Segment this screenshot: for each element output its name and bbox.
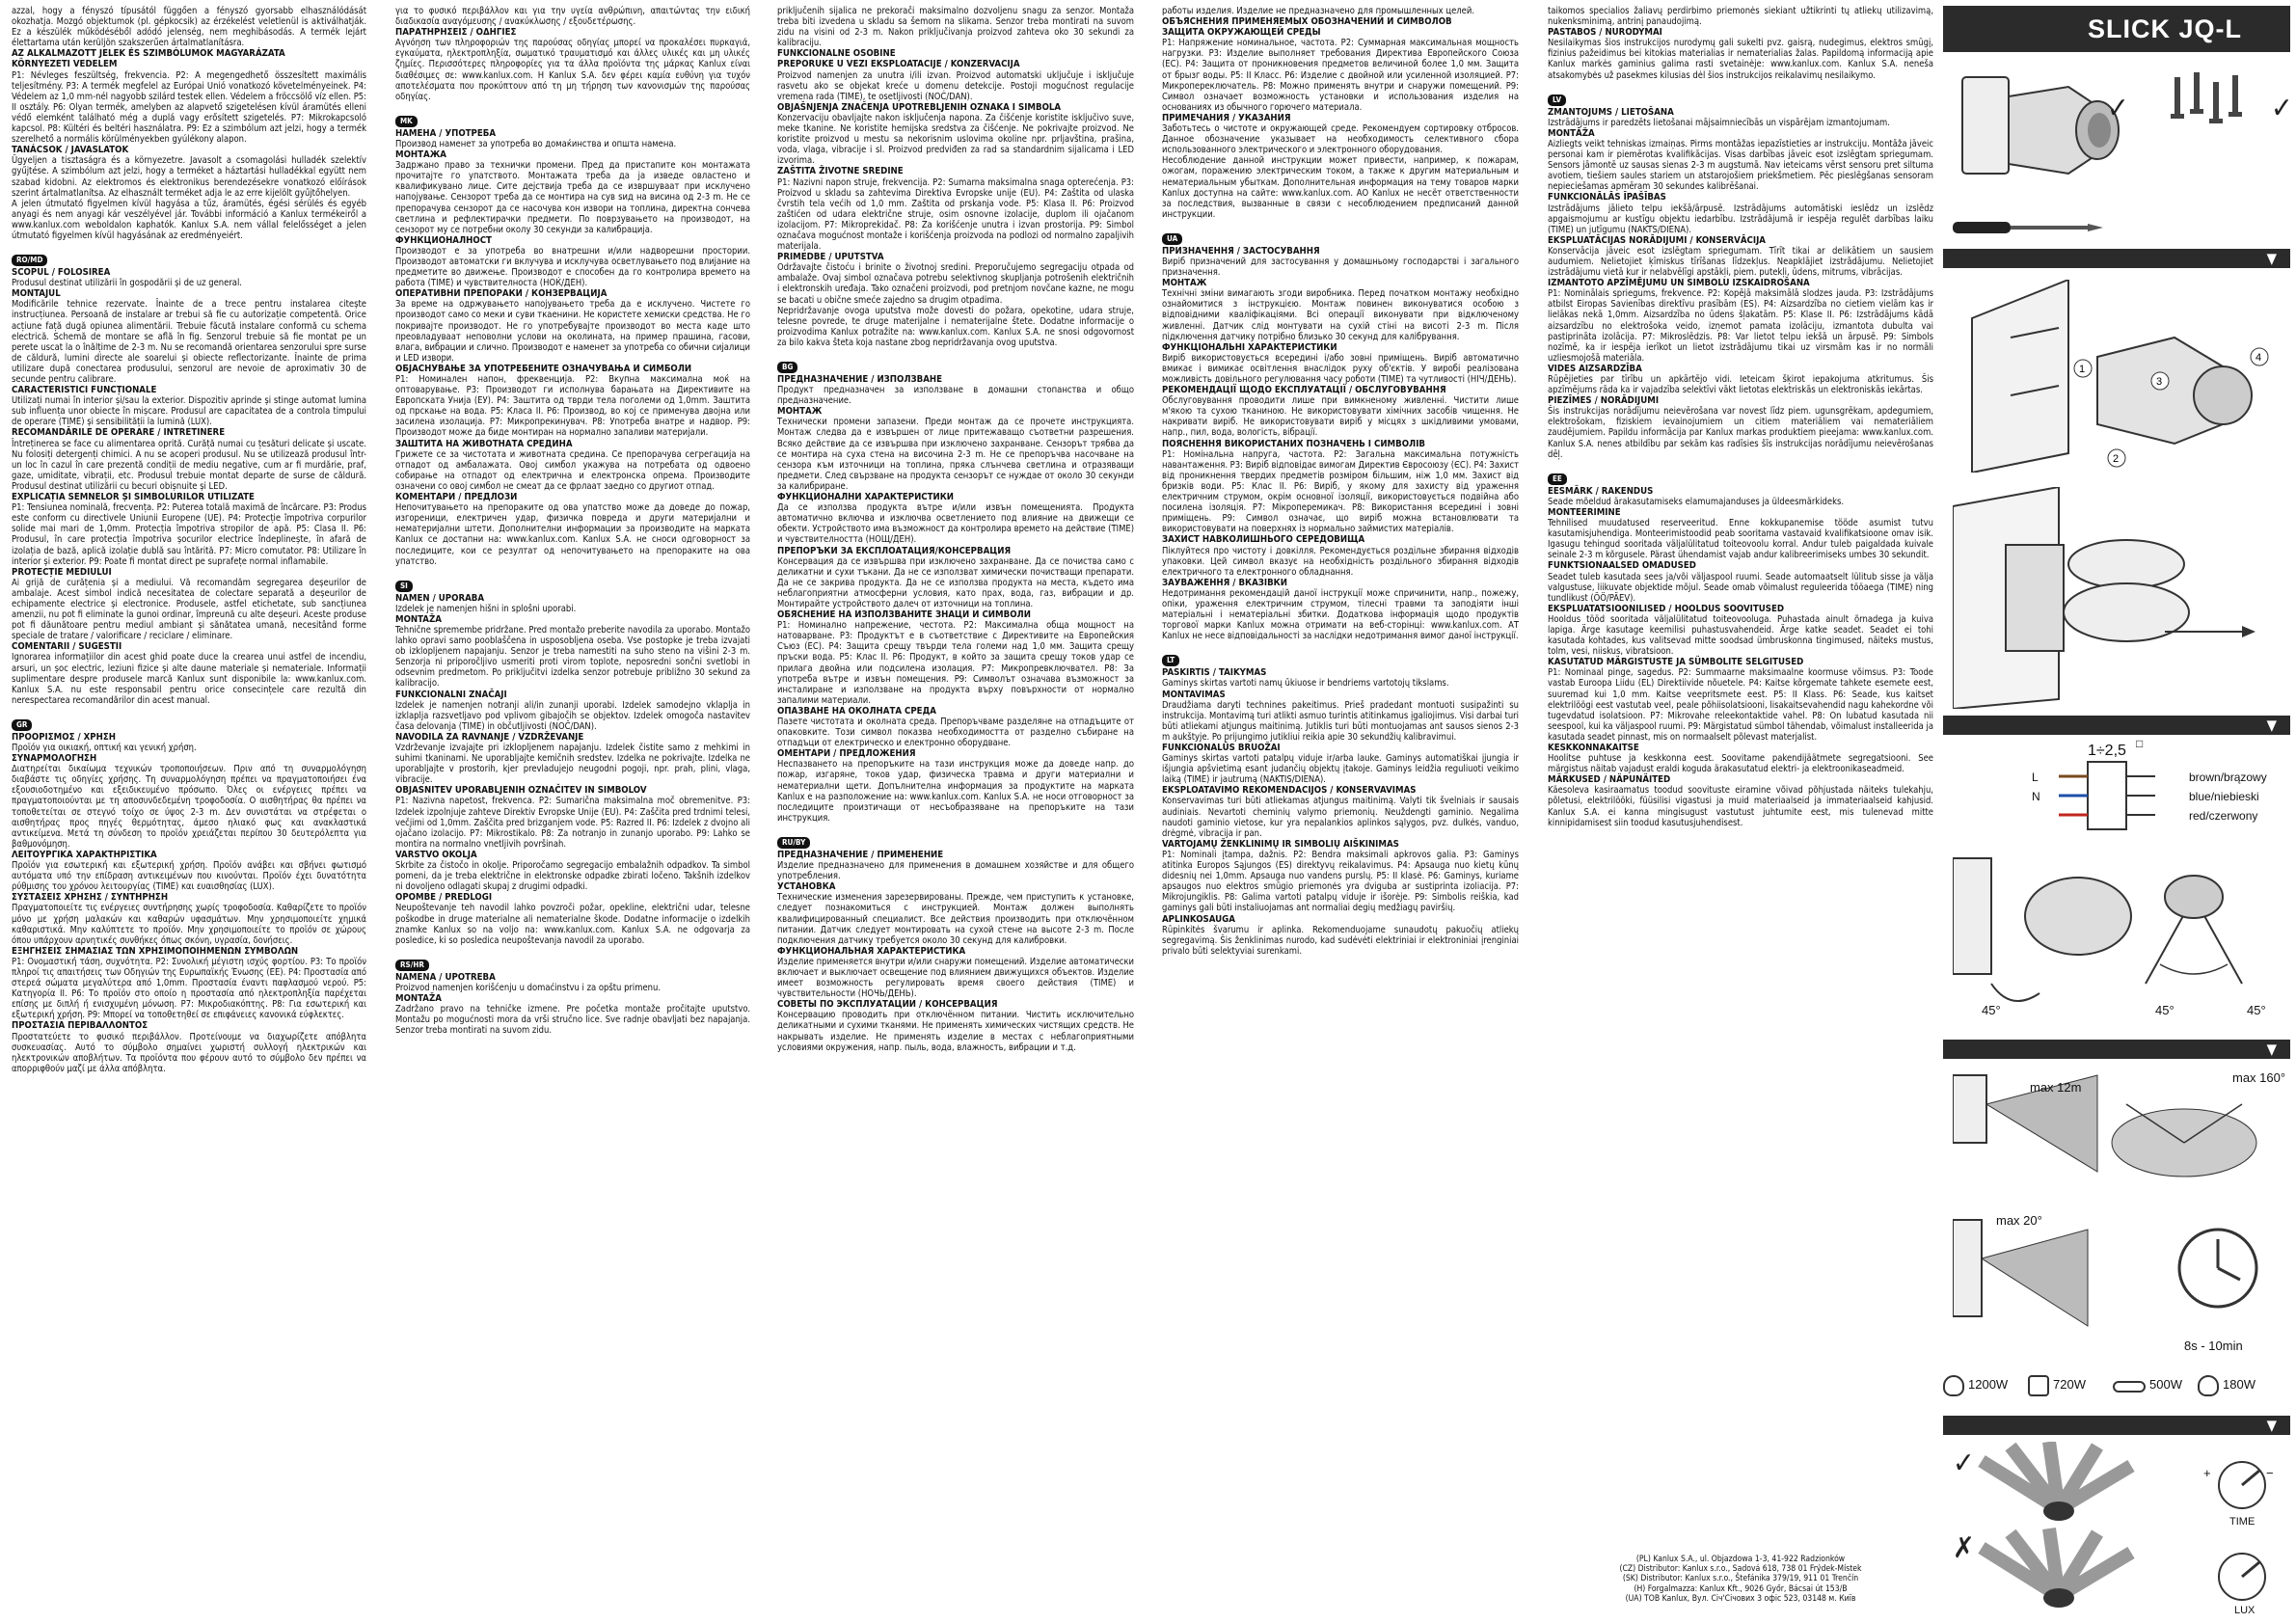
paragraph: Недотримання рекомендацій даної інструкції може спричинити, напр., пожежу, опіки, ураження електричним струмом, тілесні травми та заподіяти інші матеріальні і нематеріальні збитки. Додаткова інформація щодо продуктів торгової марки Kanlux можна отримати на веб-сторінці: www.kanlux.com. АТ Kanlux не несе відповідальності за наслідки недотримання вимог даної інструкції. bbox=[1162, 587, 1519, 642]
svg-text:1: 1 bbox=[2079, 364, 2086, 375]
product-title: SLICK JQ-L bbox=[2088, 14, 2243, 43]
language-tag: RS/HR bbox=[395, 960, 429, 971]
paragraph: Ügyeljen a tisztaságra és a környezetre. Javasolt a csomagolási hulladék szelektív gyűjtése. A szimbólum azt jelzi, hogy a terméket a háztartási hulladékkal együtt nem szabad kidobni. Az elektromos és elektronikus berendezésekre vonatkozó előírások szerint ártalmatlanítsa. Az elhasznált terméket adja le az erre kijelölt gyűjtőhelyen. bbox=[12, 155, 366, 199]
paragraph: Непочитувањето на препораките од ова упатство може да доведе до пожар, изгореници, електричен удар, физичка повреда и други материјални и нематеријални штети. Дополнителни информации за производите на марката Kanlux се достапни на: www.kanlux.com. Kanlux S.A. не сноси одговорност за последиците, кои се резултат од непочитувањето на препораките на ова упатство. bbox=[395, 502, 750, 567]
wire-gauge-label: 1÷2,5 bbox=[2088, 743, 2126, 759]
paragraph: Draudžiama daryti technines pakeitimus. Prieš pradedant montuoti susipažinti su instrukcija. Montavimą turi atlikti asmuo turintis atitinkamus įgaliojimus. Visi darbai turi būti atliekami atjungus maitinimą. Jutiklis turi būti montuojamas ant sausos sienos 2-3 m aukštyje. Po prijungimo jutikliui reikia apie 30 sekundžių kalibravimui. bbox=[1162, 699, 1519, 743]
figure-column bbox=[1943, 0, 2296, 1623]
paragraph: P1: Tensiunea nominală, frecvența. P2: Puterea totală maximă de încărcare. P3: Produs este conform cu directivele Uniunii Europene (UE). P4: Protecție împotriva corpurilor solide mai mari de 1,0mm. Protecția împotriva stropilor de apă. P5: Clasa II. P6: Produsul, în care protecția împotriva șocurilor electrice îndeplinește, în afară de izolația de bază, aplică izolație dublă sau întărită. P7: Micro comutator. P8: Utilizare în interior și exterior. P9: Poate fi montat direct pe suprafețe normal inflamabile. bbox=[12, 502, 366, 567]
distributor-footer bbox=[1548, 1555, 1933, 1604]
section-heading: ЗАХИСТ НАВКОЛИШНЬОГО СЕРЕДОВИЩА bbox=[1162, 534, 1365, 546]
section-heading: ΣΥΝΑΡΜΟΛΟΓΗΣΗ bbox=[12, 753, 97, 765]
section-heading: УСТАНОВКА bbox=[777, 881, 836, 893]
paragraph: Utilizați numai în interior și/sau la exterior. Dispozitiv aprinde și stinge automat lumina sub influența unor obiecte în mișcare. Produsul are capacitatea de a controla timpului de operare (TIME) și sensibilității la lumină (LUX). bbox=[12, 395, 366, 428]
paragraph: Несоблюдение данной инструкции может привести, например, к пожарам, ожогам, поражению электрическим током, а также к другим материальным и нематериальным убыткам. Дополнительная информация на тему товаров марки Kanlux доступна на сайте: www.kanlux.com. АО Kanlux не несёт ответственности за последствия, вызванные в связи с несоблюдением предписаний данной инструкции. bbox=[1162, 155, 1519, 220]
arrow-down-icon: ▼ bbox=[2266, 1417, 2277, 1434]
paragraph: Hooldus tööd sooritada väljalülitatud toiteovooluga. Puhastada ainult õrnadega ja kuiva lapiga. Ärge kasutage keemilisi puhastusvahendeid. Ärge katke seadet. Seadet ei tohi kasutada kohtades, kus valitsevad mitte soodsad ümbruskonna tingimused, näiteks mustus, tolm, vesi, niiskus, vibratsioon. bbox=[1548, 613, 1933, 658]
section-heading: НАМЕНА / УПОТРЕБА bbox=[395, 127, 497, 139]
max-distance-label: max 12m bbox=[2030, 1080, 2082, 1095]
lux-knob-label: LUX bbox=[2234, 1605, 2255, 1616]
text-column-4 bbox=[1162, 6, 1519, 1616]
paragraph: P1: Номинален напон, фреквенција. P2: Вкупна максимална моќ на оптоварување. P3: Производот ги исполнува барањата на Директивите на Европската Унија (ЕУ). P4: Заштита од тврди тела поголеми од 1,0mm. Заштита од прскање на вода. P5: Класа II. P6: Производ, во кој се применува двојна или засилена изолација. P7: Микропрекинувач. P8: Употреба внатре и надвор. P9: Производот може да биде монтиран на нормално запаливи материјали. bbox=[395, 374, 750, 439]
load-value: 1200W bbox=[1968, 1377, 2009, 1392]
section-heading: EKSPLUATĀCIJAS NORĀDIJUMI / KONSERVĀCIJA bbox=[1548, 234, 1766, 246]
section-heading: VARSTVO OKOLJA bbox=[395, 849, 477, 860]
section-heading: ОПАЗВАНЕ НА ОКОЛНАТА СРЕДА bbox=[777, 705, 936, 717]
svg-text:4: 4 bbox=[2255, 352, 2262, 364]
paragraph: Gaminys skirtas vartoti namų ūkiuose ir bendriems vartotojų tikslams. bbox=[1162, 678, 1449, 690]
section-heading: СОВЕТЫ ПО ЭКСПЛУАТАЦИИ / КОНСЕРВАЦИЯ bbox=[777, 999, 998, 1011]
section-heading: ΠΡΟΣΤΑΣΙΑ ΠΕΡΙΒΑΛΛΟΝΤΟΣ bbox=[12, 1020, 149, 1032]
section-heading: ФУНКЦІОНАЛЬНІ ХАРАКТЕРИСТИКИ bbox=[1162, 341, 1337, 353]
wire-letter-l: L bbox=[2032, 771, 2039, 784]
section-heading: МОНТАЖА bbox=[395, 149, 446, 161]
paragraph: Aizliegts veikt tehniskas izmaiņas. Pirms montāžas iepazīstieties ar instrukciju. Montāža jāveic personai kam ir piemērotas kvalifikācijas. Visas darbības jāveic esot izslēgtam spriegumam. Sensors jāmontē uz sausas sienas 2-3 m augstumā. Nav ieteicams vērst sensoru pret siltuma avotiem, tiešiem saules stariem un atstarojošiem priekšmetiem. Pēc pieslēgšanas sensoram nepieciešamas apmēram 30 sekundes kalibrēšanai. bbox=[1548, 138, 1933, 193]
text-section bbox=[395, 581, 750, 946]
section-heading: MONTAJUL bbox=[12, 288, 61, 300]
load-value: 500W bbox=[2149, 1377, 2182, 1392]
sensor-housing-figure bbox=[1953, 58, 2290, 198]
section-heading: CARACTERISTICI FUNCȚIONALE bbox=[12, 385, 157, 396]
paragraph: P1: Nominali įtampa, dažnis. P2: Bendra maksimali apkrovos galia. P3: Gaminys atitinka Europos Sąjungos (ES) direktyvų reikalavimus. P4: Apsauga nuo kietų kūnų didesnių nei 1,0mm. Apsauga nuo vandens purslų. P5: II klasė. P6: Gaminys, kuriame apsaugos nuo elektros smūgio priemonės yra dviguba ar sustiprinta izoliacija. P7: Mikrojungiklis. P8: Galima vartoti patalpų viduje ir išorėje. P9: Simbolis reiškia, kad gaminys gali būti instaliuojamas ant normaliai degių medžiagų paviršių. bbox=[1162, 849, 1519, 914]
paragraph: Задржано право за технички промени. Пред да пристапите кон монтажата прочитајте го упатството. Монтажата треба да ја изведе овластено и квалификувано лице. Сите дејствија треба да се извршуваат при исклучено напојување. Сензорот треба да се монтира на сув ѕид на висина од 2-3 m. Не се препорачува сензорот да се насочува кон извори на топлина, директна сончева светлина и рефлектирачки предмети. По поврзувањето на производот, на сензорот му се потребни околу 30 секунди за калибрација. bbox=[395, 160, 750, 235]
paragraph: Neupoštevanje teh navodil lahko povzroči požar, opekline, električni udar, telesne poškodbe in druge materialne ali nematerialne škode. Dodatne informacije o izdelkih znamke Kanlux so na voljo na: www.kanlux.com. Kanlux S.A. ne odgovarja za posledice, ki so posledica neupoštevanja navodil za uporabo. bbox=[395, 903, 750, 946]
text-section bbox=[1162, 655, 1519, 957]
paragraph: Консервация да се извършва при изключено захранване. Да се почиства само с деликатни и сухи тъкани. Да не се използват химически почистващи препарати. Да не се закрива продукта. Да не се използва продукта на места, където има неблагоприятни атмосферни условия, като прах, вода, газ, вибрации и др. Монтирайте устройството далеч от източници на топлина. bbox=[777, 555, 1134, 609]
text-section bbox=[777, 6, 1134, 348]
tilt-label: max 20° bbox=[1996, 1213, 2042, 1228]
language-tag: GR bbox=[12, 719, 32, 731]
section-heading: РЕКОМЕНДАЦІЇ ЩОДО ЕКСПЛУАТАЦІЇ / ОБСЛУГОВУВАННЯ bbox=[1162, 385, 1446, 396]
angle-label-2: 45° bbox=[2155, 1003, 2174, 1017]
paragraph: Технічні зміни вимагають згоди виробника. Перед початком монтажу необхідно ознайомитися з інструкцією. Монтаж повинен виконуватися особою з відповідними кваліфікаціями. Всі операції виконувати при відключеному живленні. Датчик слід монтувати на сухій стіні на висоті 2-3 m. Після підключення датчику потрібно близько 30 секунд для калібрування. bbox=[1162, 288, 1519, 342]
section-heading: ΣΥΣΤΑΣΕΙΣ ΧΡΗΣΗΣ / ΣΥΝΤΗΡΗΣΗ bbox=[12, 892, 169, 904]
language-tag: LT bbox=[1162, 655, 1179, 666]
section-divider bbox=[1943, 716, 2290, 735]
section-heading: ПРЕДНАЗНАЧЕНИЕ / ИЗПОЛЗВАНЕ bbox=[777, 374, 943, 385]
wire-label-red: red/czerwony bbox=[2189, 809, 2258, 823]
section-heading: PASKIRTIS / TAIKYMAS bbox=[1162, 667, 1267, 679]
text-section bbox=[12, 255, 366, 706]
paragraph: P1: Ονομαστική τάση, συχνότητα. P2: Συνολική μέγιστη ισχύς φορτίου. P3: Το προϊόν πληροί τις απαιτήσεις των Οδηγιών της Ευρωπαϊκής Ένωσης (ΕΕ). P4: Προστασία από στερεά σώματα μεγαλύτερα από 1,0mm. Προστασία έναντι παφλασμού νερού. P5: Κατηγορία II. P6: Το προϊόν στο οποίο η προστασία από ηλεκτροπληξία παρέχεται επίσης με διπλή ή ενισχυμένη μόνωση. P7: Μικροδιακόπτης. P8: Για εσωτερική και εξωτερική χρήση. P9: Μπορεί να τοποθετηθεί σε επιφάνειες κανονικά εύφλεκτες. bbox=[12, 956, 366, 1021]
incandescent-bulb-icon bbox=[1943, 1375, 1964, 1396]
screwdriver-figure bbox=[1953, 212, 2107, 241]
paragraph: Изделие предназначено для применения в домашнем хозяйстве и для общего употребления. bbox=[777, 860, 1134, 882]
text-section bbox=[777, 837, 1134, 1053]
section-heading: ПРЕДНАЗНАЧЕНИЕ / ПРИМЕНЕНИЕ bbox=[777, 849, 944, 860]
language-tag: EE bbox=[1548, 473, 1567, 485]
checkmark-icon: ✓ bbox=[2107, 92, 2129, 125]
section-heading: FUNKTSIONAALSED OMADUSED bbox=[1548, 560, 1696, 572]
section-heading: ОМЕНТАРИ / ПРЕДЛОЖЕНИЯ bbox=[777, 748, 916, 760]
paragraph: Produsul destinat utilizării în gospodării și de uz general. bbox=[12, 278, 242, 289]
language-tag: SI bbox=[395, 581, 413, 592]
section-heading: PREPORUKE U VEZI EKSPLOATACIJE / KONZERVACIJA bbox=[777, 59, 1020, 70]
paragraph: Izstrādājums ir paredzēts lietošanai mājsaimniecībās un vispārējam izmantojumam. bbox=[1548, 117, 1890, 128]
paragraph: P1: Nominaal pinge, sagedus. P2: Summaarne maksimaalne koormuse võimsus. P3: Toode vastab Euroopa Liidu (EL) Direktiivide nõuetele. P4: Kaitse kõrgemate tahkete esemete eest, suuremad kui 1,0 mm. Kaitse veepritsmete eest. P5: II Klass. P6: Seade, kus kaitset elektrilöögi eest vastutab veel, peale põhiisolatsiooni, lisakaitsevahendid nagu kahekordne või tugevdatud isolatsioon. P7: Mikrovahe releekontaktide vahel. P8: On lubatud kasutada nii seespool, kui ka väljaspool ruumi. P9: Märgistatud sümbol tähendab, võimalust installeerida ja kasutada seadet pinnast, mis on normaalselt põlevast materjalist. bbox=[1548, 667, 1933, 743]
section-heading: MONTĀŽA bbox=[1548, 127, 1595, 139]
paragraph: για το φυσικό περιβάλλον και για την υγεία ανθρώπινη, απαιτώντας την ειδική διαδικασία αναγόμευσης / ανακύκλωσης / εξουδετέρωσης. bbox=[395, 6, 750, 28]
section-heading: MONTAŽA bbox=[395, 613, 442, 625]
text-section bbox=[1548, 473, 1933, 828]
section-heading: SCOPUL / FOLOSIREA bbox=[12, 267, 111, 279]
section-divider bbox=[1943, 1040, 2290, 1059]
paragraph: Ignorarea informațiilor din acest ghid poate duce la crearea unui astfel de incendiu, arsuri, un șoc electric, leziuni fizice și alte daune materiale și nemateriale. Informații suplimentare despre produsele marcă Kanlux sunt disponibile la: www.kanlux.com. Kanlux S.A. nu este responsabil pentru orice consecințele care rezultă din nerespectarea recomandărilor din acest manual. bbox=[12, 652, 366, 706]
section-heading: ZMANTOJUMS / LIETOŠANA bbox=[1548, 106, 1674, 118]
halogen-icon bbox=[2028, 1375, 2049, 1396]
paragraph: Технически промени запазени. Преди монтаж да се прочете инструкцията. Монтаж следва да е извършен от лице притежаващо съответни разрешения. Всяко действие да се извършва при изключено захранване. Сензорът трябва да се монтира на суха стена на височина 2-3 m. Не се препоръчва насочване на сензора към източници на топлина, пряка слънчева светлина и отразяващи предмети. След свързване на продукта сензорът се нуждае от около 30 секунди за калибриране. bbox=[777, 417, 1134, 492]
section-heading: ΛΕΙΤΟΥΡΓΙΚΑ ΧΑΡΑΚΤΗΡΙΣΤΙΚΑ bbox=[12, 849, 157, 860]
text-column-5 bbox=[1548, 6, 1933, 1616]
paragraph: Производ наменет за употреба во домаќинства и општа намена. bbox=[395, 138, 677, 149]
footer-line: (PL) Kanlux S.A., ul. Objazdowa 1-3, 41-922 Radzionków bbox=[1635, 1555, 1846, 1564]
paragraph: Izdelek je namenjen notranji ali/in zunanji uporabi. Izdelek samodejno vklaplja in izklaplja razsvetljavo pod vplivom gibajočih se objektov. Izdelek omogoča nastavitev časa delovanja (TIME) in občutljivosti (NOČ/DAN). bbox=[395, 699, 750, 732]
paragraph: Προϊόν για οικιακή, οπτική και γενική χρήση. bbox=[12, 743, 197, 753]
section-heading: ЗАЩИТА ОКРУЖАЮЩЕЙ СРЕДЫ bbox=[1162, 27, 1321, 39]
section-heading: APLINKOSAUGA bbox=[1162, 913, 1235, 925]
paragraph: Изделие применяется внутри и/или снаружи помещений. Изделие автоматически включает и выключает освещение под влиянием движущихся объектов. Изделие имеет возможность регулировать время своего действия (TIME) и чувствительности (НОЧЬ/ДЕНЬ). bbox=[777, 956, 1134, 1000]
paragraph: Konservācija jāveic esot izslēgtam spriegumam. Tīrīt tikai ar delikātiem un sausiem audumiem. Nelietojiet ķīmiskus tīrīšanas līdzekļus. Neapklājiet izstrādājumu. Nelietojiet izstrādājumu vietā kur ir nelabvēlīgi apstākļi, piem. putekļi, ūdens, mitrums, vibrācijas. bbox=[1548, 245, 1933, 279]
bracket-figure bbox=[1953, 487, 2290, 709]
paragraph: P1: Nazivni napon struje, frekvencija. P2: Sumarna maksimalna snaga opterećenja. P3: Proizvod u skladu sa zahtevima Direktiva Evropske unije (EU). P4: Zaštita od ulaska čvrstih tela većih od 1,0 mm. Zaštita od prskanja vode. P5: Klasa II. P6: Proizvod zaštićen od udara električne struje, osim osnovne izolacije, duplom ili ojačanom izolacijom. P7: Mikroprekidač. P8: Za korišćenje unutra i izvan prostorija. P9: Simbol označava mogućnost montaže i korišćenja proizvoda na podlozi od normalno zapaljivih materijala. bbox=[777, 176, 1134, 253]
paragraph: Hoolitse puhtuse ja keskkonna eest. Soovitame pakendijäätmete segregatsiooni. See märgistus näitab vajadust eraldi koguda ärakasutatud elektri- ja elektroonikaseadmeid. bbox=[1548, 753, 1933, 775]
text-section bbox=[395, 116, 750, 567]
paragraph: Skrbite za čistočo in okolje. Priporočamo segregacijo embalažnih odpadkov. Ta simbol pomeni, da je treba električne in elektronske odpadke zbirati ločeno. Takšnih izdelkov ni dovoljeno odlagati skupaj z drugimi odpadki. bbox=[395, 860, 750, 893]
section-heading: COMENTARII / SUGESTII bbox=[12, 641, 122, 653]
text-column-3 bbox=[777, 6, 1134, 1616]
section-heading: KÖRNYEZETI VEDELEM bbox=[12, 59, 118, 70]
section-heading: MÄRKUSED / NÄPUNÄITED bbox=[1548, 774, 1671, 786]
paragraph: Konzervaciju obavljajte nakon isključenja napona. Za čišćenje koristite isključivo suve, meke tkanine. Ne koristite hemijska sredstva za čišćenje. Ne pokrivajte proizvod. Ne koristite proizvod u mestu sa nekorisnim uslovima okoline npr. prljavština, prašina, voda, vlaga, vibracije i sl. Proizvod predviđen za rad sa standardnim sijalicama i LED izvorima. bbox=[777, 112, 1134, 167]
language-tag: RO/MD bbox=[12, 255, 47, 266]
section-heading: MONTAŽA bbox=[395, 992, 442, 1004]
paragraph: Vzdrževanje izvajajte pri izklopljenem napajanju. Izdelek čistite samo z mehkimi in suhimi tkaninami. Ne uporabljajte kemičnih sredstev. Izdelka ne pokrivajte. Izdelka ne uporabljajte v prostorih, kjer prevladujejo neugodni pogoji, npr. prah, plini, vlaga, vibracije. bbox=[395, 743, 750, 786]
load-value: 720W bbox=[2053, 1377, 2086, 1392]
section-heading: ОБЯСНЕНИЕ НА ИЗПОЛЗВАНИТЕ ЗНАЦИ И СИМВОЛИ bbox=[777, 609, 1031, 621]
paragraph: P1: Номінальна напруга, частота. P2: Загальна максимальна потужність навантаження. P3: Виріб відповідає вимогам Директив Євросоюзу (ЄС). P4: Захист від проникнення твердих предметів розміром більшим, ніж 1,0 мм. Захист від бризків води. P5: Клас II. P6: Виріб, у якому для захисту від ураження електричним струмом, окрім основної ізоляції, використовується подвійна або посилена ізоляція. P7: Мікроперемикач. P8: Використання всередині і зовні приміщень. P9: Символ означає, що виріб можна встановлювати та використовувати на поверхнях із нормально займистих матеріалів. bbox=[1162, 448, 1519, 535]
paragraph: Διατηρείται δικαίωμα τεχνικών τροποποιήσεων. Πριν από τη συναρμολόγηση διαβάστε τις οδηγίες χρήσης. Τη συναρμολόγηση πρέπει να πραγματοποιήσει ένα εξουσιοδοτημένο και εξειδικευμένο πρόσωπο. Όλες οι ενέργειες πρέπει να πραγματοποιούνται με τη αποσυνδεδεμένη τροφοδοσία. Ο αισθητήρας θα πρέπει να τοποθετείται σε στεγνό τοίχο σε ύψος 2-3 m. Δεν συνιστάται να στρέφεται ο αισθητήρας προς πηγές θερμότητας, άμεσο ηλιακό φως και ανακλαστικά αντικείμενα. Μετά τη σύνδεση το προϊόν χρειάζεται περίπου 30 δευτερόλεπτα για βαθμονόμηση. bbox=[12, 764, 366, 850]
footer-line: (SK) Distributor: Kanlux s.r.o., Štefánika 379/19, 911 01 Trenčín bbox=[1622, 1574, 1859, 1584]
paragraph: Proizvod namenjen za unutra i/ili izvan. Proizvod automatski uključuje i isključuje rasvetu ako se objekat kreće u domenu detekcije. Postoji mogućnost regulacije vremena rada (TIME), te osetljivosti (NOĆ/DAN). bbox=[777, 69, 1134, 102]
section-heading: VIDES AIZSARDZĪBA bbox=[1548, 363, 1642, 374]
paragraph: Konservavimas turi būti atliekamas atjungus maitinimą. Valyti tik švelniais ir sausais audiniais. Nevartoti cheminių valymo priemonių. Neuždengti gaminio. Negalima naudoti gaminio vietose, kur yra nepalankios aplinkos sąlygos, pvz. dulkės, vanduo, drėgmė, vibracija ir pan. bbox=[1162, 796, 1519, 839]
led-bulb-icon bbox=[2198, 1375, 2219, 1396]
text-section bbox=[777, 362, 1134, 824]
product-title-bar bbox=[1943, 6, 2290, 52]
paragraph: Rūpinkitės švarumu ir aplinka. Rekomenduojame sunaudotų pakuočių atliekų segregavimą. Šis ženklinimas nurodo, kad sudėvėti elektriniai ir elektroniniai įrenginiai privalo būti selektyviai surenkami. bbox=[1162, 924, 1519, 957]
load-item bbox=[1943, 1367, 2026, 1406]
section-heading: МОНТАЖ bbox=[1162, 278, 1207, 289]
section-heading: ПРЕПОРЪКИ ЗА ЕКСПЛОАТАЦИЯ/КОНСЕРВАЦИЯ bbox=[777, 545, 1012, 556]
footer-line: (UA) TOB Kanlux, Вул. Січ'Січових 3 офіс 523, 03148 м. Київ bbox=[1625, 1593, 1856, 1604]
wire-label-blue: blue/niebieski bbox=[2189, 790, 2259, 803]
tilt-figure bbox=[1953, 1210, 2290, 1355]
text-section bbox=[1548, 95, 1933, 460]
checkmark-icon: ✓ bbox=[1953, 1447, 1975, 1480]
paragraph: Виріб призначений для застосування у домашньому господарстві і загального призначення. bbox=[1162, 256, 1519, 279]
section-heading: FUNKCIONALNI ZNAČAJI bbox=[395, 689, 507, 700]
minus-label: − bbox=[2266, 1466, 2274, 1480]
section-heading: ΠΡΟΟΡΙΣΜΟΣ / ΧΡΗΣΗ bbox=[12, 731, 116, 743]
paragraph: За време на одржувањето напојувањето треба да е исклучено. Чистете го производот само со меки и суви ткаенини. Не користете хемиски средства. Не го покривајте производот. Не го употребувајте производот во места каде што преовладуваат неповолни услови на околината, на пример прашина, гасови, влага, вибрации и слично. Производот е наменет за употреба со обични сијалици и LED извори. bbox=[395, 299, 750, 364]
language-tag: BG bbox=[777, 362, 797, 373]
section-heading: IZMANTOTO APZĪMĒJUMU UN SIMBOLU IZSKAIDROŠANA bbox=[1548, 278, 1810, 289]
svg-text:2: 2 bbox=[2113, 453, 2120, 465]
load-item bbox=[2028, 1367, 2111, 1406]
footer-line: (CZ) Distributor: Kanlux s.r.o., Sadová 618, 738 01 Frýdek-Místek bbox=[1619, 1564, 1862, 1575]
section-heading: КОМЕНТАРИ / ПРЕДЛОЗИ bbox=[395, 492, 518, 503]
svg-text:3: 3 bbox=[2156, 376, 2163, 388]
paragraph: P1: Nazivna napetost, frekvenca. P2: Sumarična maksimalna moč obremenitve. P3: Izdelek izpolnjuje zahteve Direktiv Evropske Unije (EU). P4: Zaščita pred trdnimi telesi, večjimi od 1,0mm. Zaščita pred brizganjem vode. P5: Razred II. P6: Izdelek z dvojno ali ojačano izolacijo. P7: Mikrostikalo. P8: Za notranjo in zunanjo uporabo. P9: Lahko se montira na normalno vnetljivih površinah. bbox=[395, 796, 750, 850]
paragraph: Tehnilised muudatused reserveeritud. Enne kokkupanemise tööde asumist tutvu kasutamisjuhendiga. Monteerimistoodid peab sooritama vastavaid kvalifikatsioone omav isik. Igasugu tehingud sooritada väljalülitatud toiteovoolu korral. Andur tuleb paigaldada kuivale seinale 2-3 m kõrgusele. Pärast ühendamist vajab andur kalibreerimiseks umbes 30 sekundit. bbox=[1548, 518, 1933, 561]
paragraph: Modificările tehnice rezervate. Înainte de a trece pentru instalarea citește instrucțiunea. Persoană de instalare ar trebui să fie cu autorizație competentă. Orice acțiune față dugă opiunea alimentării. Trebuie făcută instalare conformă cu schema electrică. Schemă de montare se află în fig. Senzorul trebuie să fie montat pe un perete uscat la o înălțime de 2-3 m. Nu se recomandă orientarea senzorului spre surse de căldură, lumini directe ale soarelui și obiecte reflectorizante. Înainte de prima utilizare după conectarea produsului, senzorul are nevoie de aproximativ 30 de secunde pentru calibrare. bbox=[12, 299, 366, 385]
paragraph: Seadet tuleb kasutada sees ja/või väljaspool ruumi. Seade automaatselt lülitub sisse ja välja valgustuse, liikuvate objektide mõjul. Seade omab võimalust reguleerida tööaega (TIME) ning tundlikust (ÖÖ/PÄEV). bbox=[1548, 571, 1933, 604]
paragraph: Заботьтесь о чистоте и окружающей среде. Рекомендуем сортировку отбросов. Данное обозначение указывает на необходимость селективного сбора использованного электрического и электронного оборудования. bbox=[1162, 123, 1519, 156]
section-heading: ПРИМЕЧАНИЯ / УКАЗАНИЯ bbox=[1162, 112, 1291, 123]
arrow-down-icon: ▼ bbox=[2266, 1041, 2277, 1058]
text-column-1 bbox=[12, 6, 366, 1616]
paragraph: Ai grijă de curățenia și a mediului. Vă recomandăm segregarea deșeurilor de ambalaje. Acest simbol indică necesitatea de colectare separată a deșeurilor de echipamente electrice și electronice. Produsele, astfel etichetate, sub sancțiunea amenzii, nu pot fi eliminate la gunoi ordinar, împreună cu alte deșeuri. Aceste produse pot fi dăunătoare pentru mediul ambiant și sănătatea umană, necesitând forme speciale de tratare / valorificare / reciclare / eliminare. bbox=[12, 577, 366, 642]
section-heading: ПРИЗНАЧЕННЯ / ЗАСТОСУВАННЯ bbox=[1162, 245, 1320, 257]
section-heading: FUNKCIONĀLĀS ĪPAŠĪBAS bbox=[1548, 192, 1666, 203]
paragraph: Пазете чистотата и околната среда. Препоръчваме разделяне на отпадъците от опаковките. Този символ показва необходимостта от разделно събиране на отпадъци от електрическо и електронно оборудване. bbox=[777, 717, 1134, 749]
paragraph: priključenih sijalica ne prekorači maksimalno dozvoljenu snagu za senzor. Montaža treba biti izvedena u skladu sa šemom na slikama. Senzor treba montirati na suvom zidu na visini od 2-3 m. Nakon priključivanja proizvod zahteva oko 30 sekundi za kalibraciju. bbox=[777, 6, 1134, 49]
section-heading: ΠΑΡΑΤΗΡΗΣΕΙΣ / ΟΔΗΓΙΕΣ bbox=[395, 27, 517, 39]
text-section bbox=[395, 960, 750, 1037]
section-heading: VARTOJAMŲ ŽENKLINIMŲ IR SIMBOLIŲ AIŠKINIMAS bbox=[1162, 838, 1399, 850]
paragraph: Производот е за употреба во внатрешни и/или надворешни простории. Производот автоматски ги вклучува и исклучува осветлувањето под влијание на предметите во движење. Производот е способен да го контролира времето на работа (TIME) и чувствителноста (НОЌ/ДЕН). bbox=[395, 245, 750, 289]
section-heading: ЗАШТИТА НА ЖИВОТНАТА СРЕДИНА bbox=[395, 438, 573, 449]
load-item bbox=[2198, 1367, 2281, 1406]
paragraph: Proizvod namenjen korišćenju u domaćinstvu i za opštu primenu. bbox=[395, 982, 662, 993]
mounting-figure bbox=[1953, 280, 2290, 473]
paragraph: Πραγματοποιείτε τις ενέργειες συντήρησης χωρίς τροφοδοσία. Καθαρίζετε το προϊόν μόνο με χρήση μαλακών και καθαρών υφασμάτων. Μην χρησιμοποιείτε χημικά καθαριστικά. Μην καλύπτετε το προϊόν. Μην χρησιμοποιείτε το προϊόν σε χώρους όπου υπάρχουν αρνητικές συνθήκες όπως σκόνη, υγρασία, δονήσεις. bbox=[12, 903, 366, 946]
paragraph: P1: Névleges feszültség, frekvencia. P2: A megengedhető összesített maximális teljesítmény. P3: A termék megfelel az Európai Unió vonatkozó követelményeinek. P4: Védelem az 1,0 mm-nél nagyobb szilárd testek ellen. Védelem a fröccsölő víz ellen. P5: II osztály. P6: Olyan termék, amelyben az alapvető szigetelésen kívül áramütés elleni védő elemként található még a duplá vagy erősített szigetelés. P7: Mikrokapcsoló kapcsol. P8: Kültéri és beltéri használatra. P9: Ez a szimbólum azt jelzi, hogy a termék szerelhető a normális körülményekben gyúlékony alapon. bbox=[12, 69, 366, 146]
language-tag: MK bbox=[395, 116, 418, 127]
section-heading: FUNKCIONALŪS BRUOŽAI bbox=[1162, 743, 1281, 753]
wire-letter-n: N bbox=[2032, 790, 2040, 803]
paragraph: Да се използва продукта вътре и/или извън помещенията. Продукта автоматично включва и изключва осветлението под влияние на движещи се обекти. Устройството има възможност да контролира времето на действие (TIME) и чувствителността (НОЩ/ДЕН). bbox=[777, 502, 1134, 546]
arrow-down-icon: ▼ bbox=[2266, 250, 2277, 267]
text-section bbox=[1162, 233, 1519, 641]
section-heading: KASUTATUD MÄRGISTUSTE JA SÜMBOLITE SELGITUSED bbox=[1548, 657, 1804, 668]
paragraph: P1: Напряжение номинальное, частота. P2: Суммарная максимальная мощность нагрузки. P3: Изделие выполняет требования Директива Европейского Союза (ЕС). P4: Защита от проникновения предметов величиной более 1,0 мм. Защита от брызг воды. P5: II Класс. P6: Изделие с двойной или усиленной изоляцией. P7: Микропереключатель. P8: Можно применять внутри и снаружи помещений. P9: Символ означает возможность установки и использования изделия на основаниях из обычного горючего материала. bbox=[1162, 38, 1519, 113]
text-column-2 bbox=[395, 6, 750, 1616]
language-tag: UA bbox=[1162, 233, 1182, 245]
paragraph: P1: Nominālais spriegums, frekvence. P2: Kopējā maksimālā slodzes jauda. P3: Izstrādājums atbilst Eiropas Savienības direktīvu prasībām (ES). P4: Aizsardzība no cietiem vielām kas ir lielākas nekā 1,0mm. Aizsardzība no ūdens šļakatām. P5: Klase II. P6: Izstrādājums kādā aizsardzību no elektrošoka veido, izņemot pamata izolāciju, izmantota dubulta vai pastiprināta izolācija. P7: Mikroslēdzis. P8: Var lietot telpu iekšā un ārpusē. P9: Simbols nozīmē, ka ir iespēja ierīkot un lietot izstrādājumu tikai uz virsmām kas ir no normāli uzliesmojošā materiāla. bbox=[1548, 288, 1933, 364]
paragraph: A jelen útmutató figyelmen kívül hagyása a tűz, áramütés, égési sérülés és egyéb anyagi és nem anyagi kár veszélyével jár. További információ a Kanlux termékeiről a www.kanlux.com weboldalon kaphatók. Kanlux S.A. nem vállal felelősséget a jelen útmutató figyelmen kívül hagyásának az eredményeiért. bbox=[12, 198, 366, 241]
section-heading: AZ ALKALMAZOTT JELEK ÉS SZIMBÓLUMOK MAGYARÁZATA bbox=[12, 48, 285, 60]
text-section bbox=[395, 6, 750, 102]
language-tag: RU/BY bbox=[777, 837, 810, 849]
section-heading: ФУНКЦИОНАЛНИ ХАРАКТЕРИСТИКИ bbox=[777, 492, 955, 503]
section-heading: ЗАУВАЖЕННЯ / ВКАЗІВКИ bbox=[1162, 577, 1287, 588]
plus-label: + bbox=[2203, 1466, 2211, 1480]
section-heading: EKSPLUATATSIOONILISED / HOOLDUS SOOVITUSED bbox=[1548, 603, 1785, 614]
section-heading: EKSPLOATAVIMO REKOMENDACIJOS / KONSERVAVIMAS bbox=[1162, 785, 1417, 797]
language-tag: LV bbox=[1548, 95, 1566, 106]
wire-gauge-unit: □ bbox=[2136, 737, 2144, 750]
paragraph: Käesoleva kasiraamatus toodud soovituste eiramine võivad põhjustada näiteks tulekahju, põletusi, elektrilööki, füüsilisi vigastusi ja muid materiaalseid ja immateriaalseid kahjusid. Kanlux S.A. ei kanna mingisugust vastutust juhtumite eest, mis tulenevad mitte kinnipidamisest siin toodud kasutusjuhendisest. bbox=[1548, 785, 1933, 828]
section-heading: ОБЈАСНУВАЊЕ ЗА УПОТРЕБЕНИТЕ ОЗНАЧУВАЊА И СИМБОЛИ bbox=[395, 363, 692, 374]
paragraph: Nepridržavanje ovoga uputstva može dovesti do požara, opekotine, udara struje, telesne povrede, te druge materijalne i nematerijalne štete. Dodatne informacije o proizvodima Kanlux potražite na: www.kanlux.com. Kanlux S.A. ne snosi odgovornost za bilo kakva šteta koja nastane zbog nepridržavanja ovog uputstva. bbox=[777, 305, 1134, 348]
section-heading: OPOMBE / PREDLOGI bbox=[395, 892, 493, 904]
section-heading: KESKKONNAKAITSE bbox=[1548, 743, 1639, 753]
paragraph: Tehnične spremembe pridržane. Pred montažo preberite navodila za uporabo. Montažo lahko opravi samo pooblaščena in usposobljena oseba. Vse postopke je treba izvajati ob izklopljenem napajanju. Senzor je treba namestiti na suho steno na višini 2-3 m. Senzorja ni priporočljivo usmeriti proti virom toplote, neposredni sončni svetlobi in odsevnim predmetom. Po priključitvi izdelka senzor potrebuje približno 30 sekund za kalibracijo. bbox=[395, 624, 750, 690]
paragraph: Неспазването на препоръките на тази инструкция може да доведе напр. до пожар, изгаряне, токов удар, физическа травма и други материални и нематериални щети. Допълнителна информация за продуктите на марката Kanlux е на разположение на: www.kanlux.com. Kanlux S.A. не носи отговорност за последиците произтичащи от несъобразяване на препоръките на тази инструкция. bbox=[777, 759, 1134, 824]
text-section bbox=[1548, 6, 1933, 81]
wire-label-brown: brown/brązowy bbox=[2189, 771, 2267, 784]
paragraph: Αγνόηση των πληροφοριών της παρούσας οδηγίας μπορεί να προκαλέσει πυρκαγιά, εγκαύματα, ηλεκτροπληξία, σωματικό τραυματισμό και άλλες υλικές και μη υλικές ζημίες. Περισσότερες πληροφορίες για τα άλλα προϊόντα της μάρκας Kanlux είναι διαθέσιμες σε: www.kanlux.com. Η Kanlux S.A. δεν φέρει καμία ευθύνη για τυχόν αποτελέσματα που προκύπτουν από τη μη τήρηση των κανονισμών της παρούσας οδηγίας. bbox=[395, 38, 750, 102]
section-heading: ФУНКЦИОНАЛЬНАЯ ХАРАКТЕРИСТИКА bbox=[777, 945, 966, 957]
paragraph: Izstrādājums jālieto telpu iekšā/ārpusē. Izstrādājums automātiski ieslēdz un izslēdz apgaismojumu ar kustīgu objektu iedarbību. Izstrādājumā ir iespēja regulēt darbības laiku (TIME) un jutīgumu (NAKTS/DIENA). bbox=[1548, 203, 1933, 235]
section-heading: МОНТАЖ bbox=[777, 406, 823, 418]
cross-icon: ✗ bbox=[1953, 1531, 1975, 1565]
rotation-figure bbox=[1953, 839, 2290, 1032]
paragraph: taikomos specialios žaliavų perdirbimo priemonės siekiant užtikrinti tų atliekų utilizavimą, nukenksminimą, antrinį panaudojimą. bbox=[1548, 6, 1933, 28]
paragraph: Nesilaikymas šios instrukcijos nurodymų gali sukelti pvz. gaisrą, nudegimus, elektros smūgį, fizinius pažeidimus bei kitokias materialias ir nematerialias žalas. Papildomą informaciją apie Kanlux markės gaminius galima rasti svetainėje: www.kanlux.com. Kanlux S.A. neneša atsakomybės už pasekmes kilusias dėl šios instrukcijos reikalavimų nesilaikymo. bbox=[1548, 38, 1933, 81]
time-knob-label: TIME bbox=[2229, 1516, 2255, 1528]
footer-line: (H) Forgalmazza: Kanlux Kft., 9026 Győr, Bácsai út 153/B bbox=[1634, 1583, 1848, 1594]
paragraph: Піклуйтеся про чистоту і довкілля. Рекомендується роздільне збирання відходів упаковки. Цей символ вказує на необхідність роздільного збирання відходів електричного та електронного обладнання. bbox=[1162, 545, 1519, 578]
paragraph: Προϊόν για εσωτερική και εξωτερική χρήση. Προϊόν ανάβει και σβήνει φωτισμό αυτόματα υπό την επίδραση αντικειμένων που κινούνται. Προϊόν έχει δυνατότητα ρύθμισης του χρόνου λειτουργίας (TIME) και ευαισθησίας (LUX). bbox=[12, 860, 366, 893]
load-value: 180W bbox=[2223, 1377, 2255, 1392]
section-heading: NAVODILA ZA RAVNANJE / VZDRŽEVANJE bbox=[395, 731, 584, 743]
paragraph: Izdelek je namenjen hišni in splošni uporabi. bbox=[395, 603, 577, 614]
paragraph: Întreținerea se face cu alimentarea oprită. Curăță numai cu țesături delicate și uscate. Nu folosiți detergenți chimici. A nu se acoperi produsul. Nu se utilizează produsul într-un loc în cazul în care prezentă condiții de mediu negative, cum ar fi murdărie, praf, gaze, umiditate, vibrații, etc. Produsul trebuie montat departe de surse de căldură. Produsul destinat utilizării cu becuri obișnuite și LED. bbox=[12, 438, 366, 492]
checkmark-icon: ✓ bbox=[2271, 92, 2293, 125]
section-divider bbox=[1943, 1416, 2290, 1435]
arrow-down-icon: ▼ bbox=[2266, 717, 2277, 734]
fluorescent-icon bbox=[2113, 1381, 2146, 1393]
text-section bbox=[1162, 6, 1519, 220]
time-range-label: 8s - 10min bbox=[2184, 1339, 2243, 1353]
paragraph: Gaminys skirtas vartoti patalpų viduje ir/arba lauke. Gaminys automatiškai įjungia ir išjungia apšvietimą esant judančių objektų įtakoje. Gaminys leidžia reguliuoti veikimo laiką (TIME) ir jautrumą (NAKTIS/DIENA). bbox=[1162, 753, 1519, 786]
paragraph: Seade mõeldud ärakasutamiseks elamumajanduses ja üldeesmärkideks. bbox=[1548, 496, 1845, 507]
text-section bbox=[12, 6, 366, 241]
max-angle-label: max 160° bbox=[2232, 1070, 2286, 1085]
paragraph: P1: Номинално напрежение, честота. P2: Максимална обща мощност на натоварване. P3: Продуктът е в съответствие с Директивите на Европейския Съюз (ЕС). P4: Защита срещу твърди тела големи над 1,0 мм. Защита срещу пръски вода. P5: Клас II. P6: Продукт, в който за защита срещу токов удар се прилага двойна или подсилена изолация. P7: Микропревключвател. P8: За употреба вътре и извън помещения. P9: Символът означава възможност за инсталиране и използване на продукта върху повърхности от нормално запалими материали. bbox=[777, 620, 1134, 706]
paragraph: Šis instrukcijas norādījumu neievērošana var novest līdz piem. ugunsgrēkam, apdegumiem, elektrošokam, fiziskiem ievainojumiem un citiem materiāliem vai nemateriāliem zaudējumiem. Papildu informācija par Kanlux markas produktiem pieejama: www.kanlux.com. Kanlux S.A. nenes atbildību par sekām kas radīsies šīs instrukcijas norādījumu neievērošanas dēļ. bbox=[1548, 406, 1933, 460]
paragraph: azzal, hogy a fényszó típusától függően a fényszó gyorsabb elhasználódását okozhatja. Mozgó objektumok (pl. gépkocsik) az érzékelést veletlenül is aktiválhatják. Ez a készülék működéséből adódó jelenség, nem meghibásodás. A termék lejárt élettartama után kerüljön szakszerűen ártalmatlanításra. bbox=[12, 6, 366, 49]
paragraph: Виріб використовується всередині і/або зовні приміщень. Виріб автоматично вмикає і вимикає освітлення внаслідок руху об'єктів. У виробі реалізована можливість довільного регулювання часу роботи (TIME) та чутливості (НІЧ/ДЕНЬ). bbox=[1162, 352, 1519, 385]
paragraph: работы изделия. Изделие не предназначено для промышленных целей. bbox=[1162, 6, 1475, 16]
paragraph: Консервацию проводить при отключённом питании. Чистить исключительно деликатными и сухими тканями. Не применять химических чистящих средств. Не накрывать изделие. Не применять изделие в местах с неблагоприятными условиями окружения, напр. пыль, вода, влажность, вибрации и т.д. bbox=[777, 1010, 1134, 1053]
section-heading: MONTEERIMINE bbox=[1548, 506, 1621, 518]
section-heading: MONTAVIMAS bbox=[1162, 689, 1226, 700]
paragraph: Обслуговування проводити лише при вимкненому живленні. Чистити лише м'якою та сухою тканиною. Не використовувати хімічних засобів чищення. Не накривати виріб. Не використовувати виріб у місцях з шкідливими умовами, напр., пил, вода, вологість, вібрації. bbox=[1162, 395, 1519, 439]
paragraph: Zadržano pravo na tehničke izmene. Pre početka montaže pročitajte uputstvo. Montažu po mogućnosti mora da vrši stručno lice. Sve radnje obavljati bez napajanja. Senzor treba montirati na suvom zidu. bbox=[395, 1004, 750, 1037]
paragraph: Προστατεύετε το φυσικό περιβάλλον. Προτείνουμε να διαχωρίζετε απόβλητα συσκευασίας. Αυτό το σύμβολο σημαίνει χωριστή συλλογή ηλεκτρικών και ηλεκτρονικών αποβλήτων. Τα προϊόντα που φέρουν αυτό το σύμβολο δεν πρέπει να απορριφθούν μαζί με άλλα απόβλητα. bbox=[12, 1031, 366, 1074]
section-heading: PRIMEDBE / UPUTSTVA bbox=[777, 252, 884, 263]
paragraph: Технические изменения зарезервированы. Прежде, чем приступить к установке, следует познакомиться с инструкцией. Монтаж должен выполнять квалифицированный специалист. Все действия производить при отключённом питании. Датчик следует монтировать на сухой стене на высоте 2-3 m. После подключения датчику требуется около 30 секунд для калибровки. bbox=[777, 892, 1134, 946]
paragraph: Rūpējieties par tīrību un apkārtējo vidi. Ieteicam šķirot iepakojuma atkritumus. Šis apzīmējums rāda ka ir vajadzība selektīvi vākt lietotas elektriskās un elektroniskās iekārtas. bbox=[1548, 374, 1933, 396]
section-heading: ОПЕРАТИВНИ ПРЕПОРАКИ / КОНЗЕРВАЦИЈА bbox=[395, 288, 608, 300]
section-heading: EXPLICAȚIA SEMNELOR ȘI SIMBOLURILOR UTILIZATE bbox=[12, 492, 255, 503]
section-heading: RECOMANDĂRILE DE OPERARE / INTRETINERE bbox=[12, 427, 226, 439]
section-heading: NAMENA / UPOTREBA bbox=[395, 971, 496, 983]
section-heading: OBJAŠNJENJA ZNAČENJA UPOTREBLJENIH OZNAKA I SIMBOLA bbox=[777, 101, 1062, 113]
section-divider bbox=[1943, 249, 2290, 268]
section-heading: FUNKCIONALNE OSOBINE bbox=[777, 48, 896, 60]
section-heading: EESMÄRK / RAKENDUS bbox=[1548, 485, 1654, 497]
section-heading: NAMEN / UPORABA bbox=[395, 592, 485, 604]
load-item bbox=[2113, 1367, 2196, 1406]
section-heading: OBJASNITEV UPORABLJENIH OZNAČITEV IN SIMBOLOV bbox=[395, 785, 647, 797]
paragraph: Продукт предназначен за използване в домашни стопанства и общо предназначение. bbox=[777, 385, 1134, 407]
angle-label-3: 45° bbox=[2247, 1003, 2266, 1017]
section-heading: PIEZĪMES / NORĀDIJUMI bbox=[1548, 395, 1660, 407]
section-heading: TANÁCSOK / JAVASLATOK bbox=[12, 145, 129, 156]
orientation-figure bbox=[1953, 1442, 2290, 1620]
section-heading: ZAŠTITA ŽIVOTNE SREDINE bbox=[777, 166, 904, 177]
section-heading: PASTABOS / NURODYMAI bbox=[1548, 27, 1662, 39]
section-heading: ОБЪЯСНЕНИЯ ПРИМЕНЯЕМЫХ ОБОЗНАЧЕНИЙ И СИМВОЛОВ bbox=[1162, 16, 1452, 28]
paragraph: Грижете се за чистотата и животната средина. Се препорачува сегрегација на отпадот од амбалажата. Овој симбол укажува на потребата од одвоено собирање на отпадот од електрична и електронска опрема. Производите означени со овој симбол не смеат да се фрлаат заедно со другиот отпад. bbox=[395, 448, 750, 492]
section-heading: PROTECȚIE MEDIULUI bbox=[12, 566, 112, 578]
section-heading: ПОЯСНЕННЯ ВИКОРИСТАНИХ ПОЗНАЧЕНЬ І СИМВОЛІВ bbox=[1162, 438, 1426, 449]
section-heading: ФУНКЦИОНАЛНОСТ bbox=[395, 234, 492, 246]
text-section bbox=[12, 719, 366, 1074]
load-ratings bbox=[1943, 1367, 2290, 1410]
paragraph: Održavajte čistoću i brinite o životnoj sredini. Preporučujemo segregaciju otpada od ambalaže. Ovaj simbol označava potrebu selektivnog skupljanja potrošenih električnih i elektronskih uređaja. Tako označeni proizvodi, pod pretnjom novčane kazne, ne mogu se bacati u obične smeće zajedno sa drugim otpadima. bbox=[777, 262, 1134, 306]
angle-label-1: 45° bbox=[1982, 1003, 2001, 1017]
section-heading: ΕΞΗΓΗΣΕΙΣ ΣΗΜΑΣΙΑΣ ΤΩΝ ΧΡΗΣΙΜΟΠΟΙΗΜΕΝΩΝ ΣΥΜΒΟΛΩΝ bbox=[12, 945, 299, 957]
